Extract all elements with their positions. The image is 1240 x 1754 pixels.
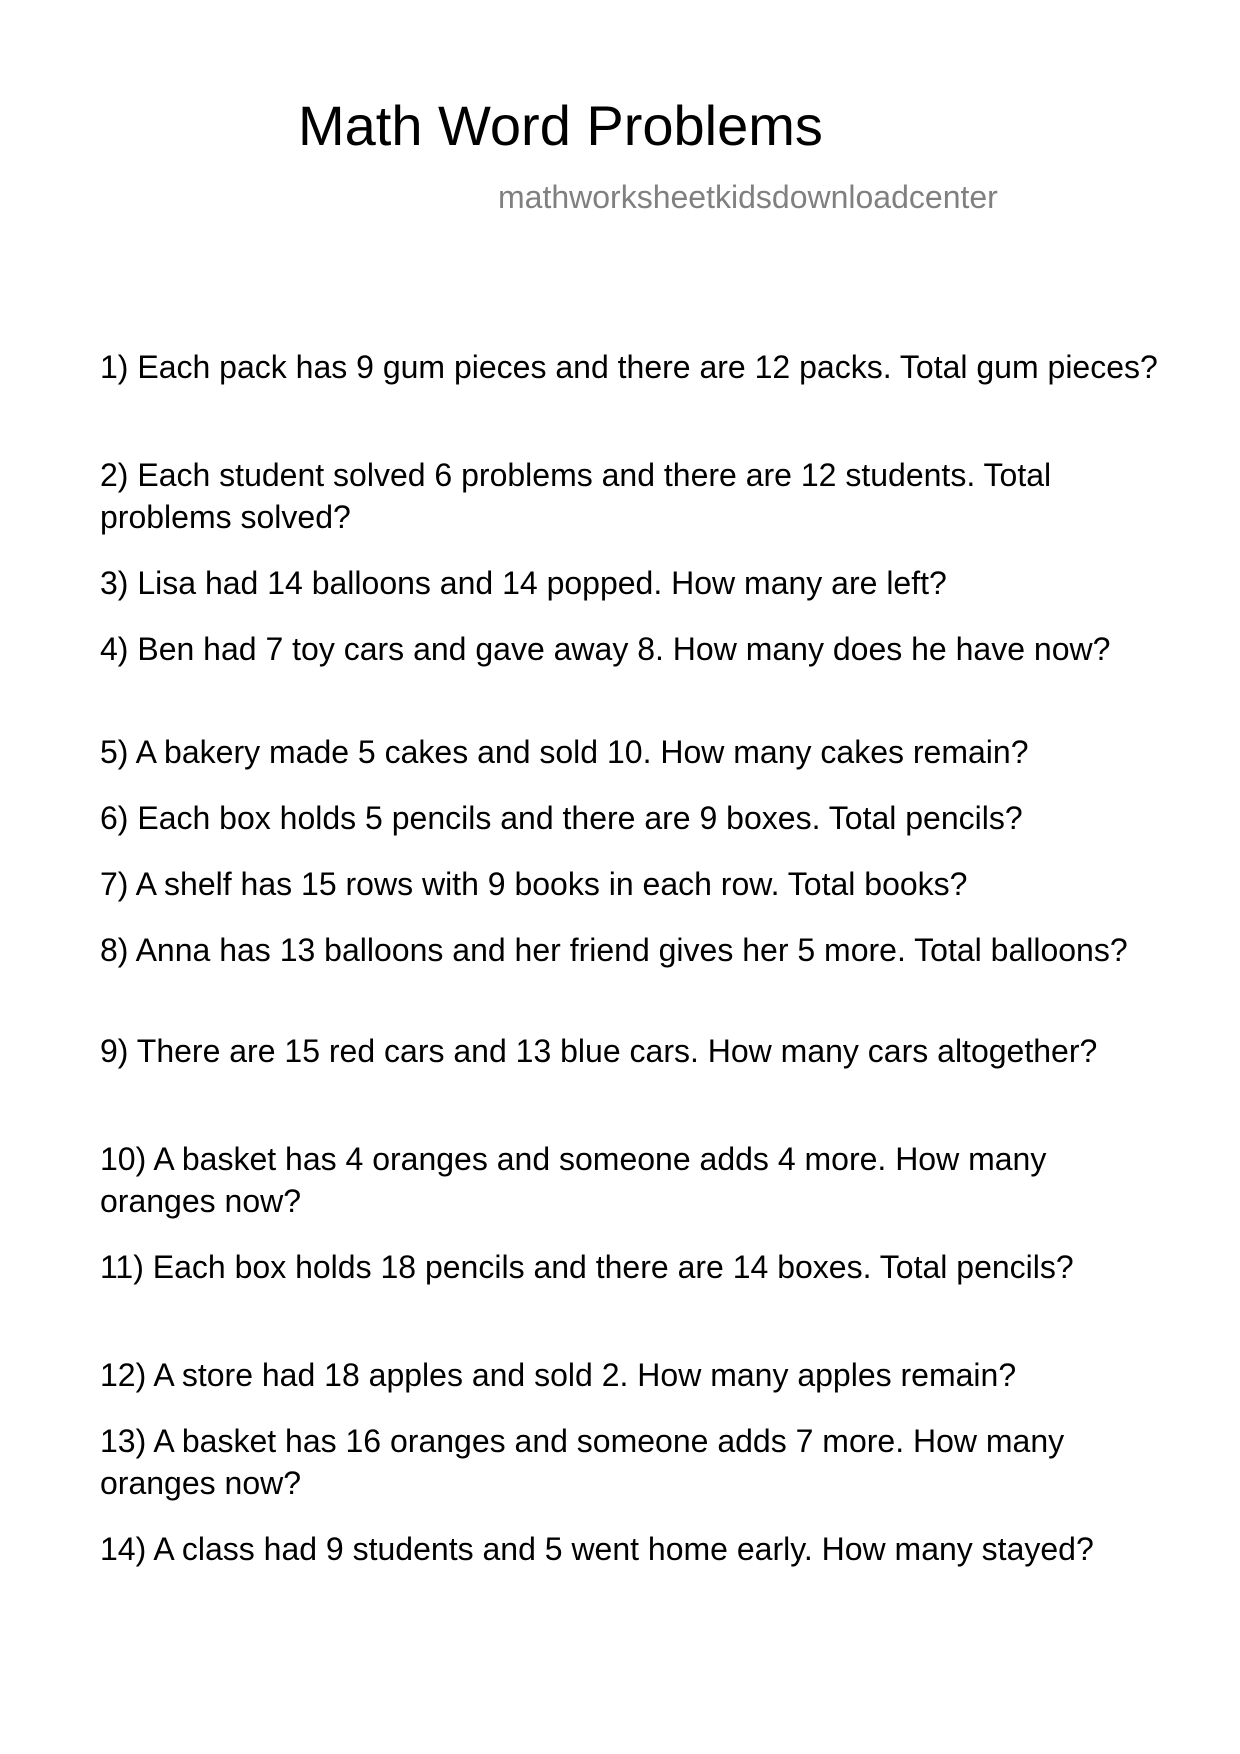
problem-2: 2) Each student solved 6 problems and there are 12 students. Total problems solved? — [100, 457, 1052, 535]
problem-14: 14) A class had 9 students and 5 went home early. How many stayed? — [100, 1531, 1094, 1567]
problem-1: 1) Each pack has 9 gum pieces and there are 12 packs. Total gum pieces? — [100, 349, 1158, 385]
problem-7: 7) A shelf has 15 rows with 9 books in each row. Total books? — [100, 866, 968, 902]
problem-4: 4) Ben had 7 toy cars and gave away 8. How many does he have now? — [100, 631, 1111, 667]
page-subtitle: mathworksheetkidsdownloadcenter — [498, 179, 998, 215]
page-title: Math Word Problems — [298, 94, 823, 157]
problem-12: 12) A store had 18 apples and sold 2. How many apples remain? — [100, 1357, 1017, 1393]
problem-3: 3) Lisa had 14 balloons and 14 popped. How many are left? — [100, 565, 947, 601]
problem-6: 6) Each box holds 5 pencils and there are 9 boxes. Total pencils? — [100, 800, 1023, 836]
problem-13: 13) A basket has 16 oranges and someone adds 7 more. How many oranges now? — [100, 1423, 1065, 1501]
problem-11: 11) Each box holds 18 pencils and there are 14 boxes. Total pencils? — [100, 1249, 1074, 1285]
problem-5: 5) A bakery made 5 cakes and sold 10. How many cakes remain? — [100, 734, 1029, 770]
problem-10: 10) A basket has 4 oranges and someone adds 4 more. How many oranges now? — [100, 1141, 1047, 1219]
problem-9: 9) There are 15 red cars and 13 blue cars. How many cars altogether? — [100, 1033, 1098, 1069]
problem-8: 8) Anna has 13 balloons and her friend gives her 5 more. Total balloons? — [100, 932, 1128, 968]
